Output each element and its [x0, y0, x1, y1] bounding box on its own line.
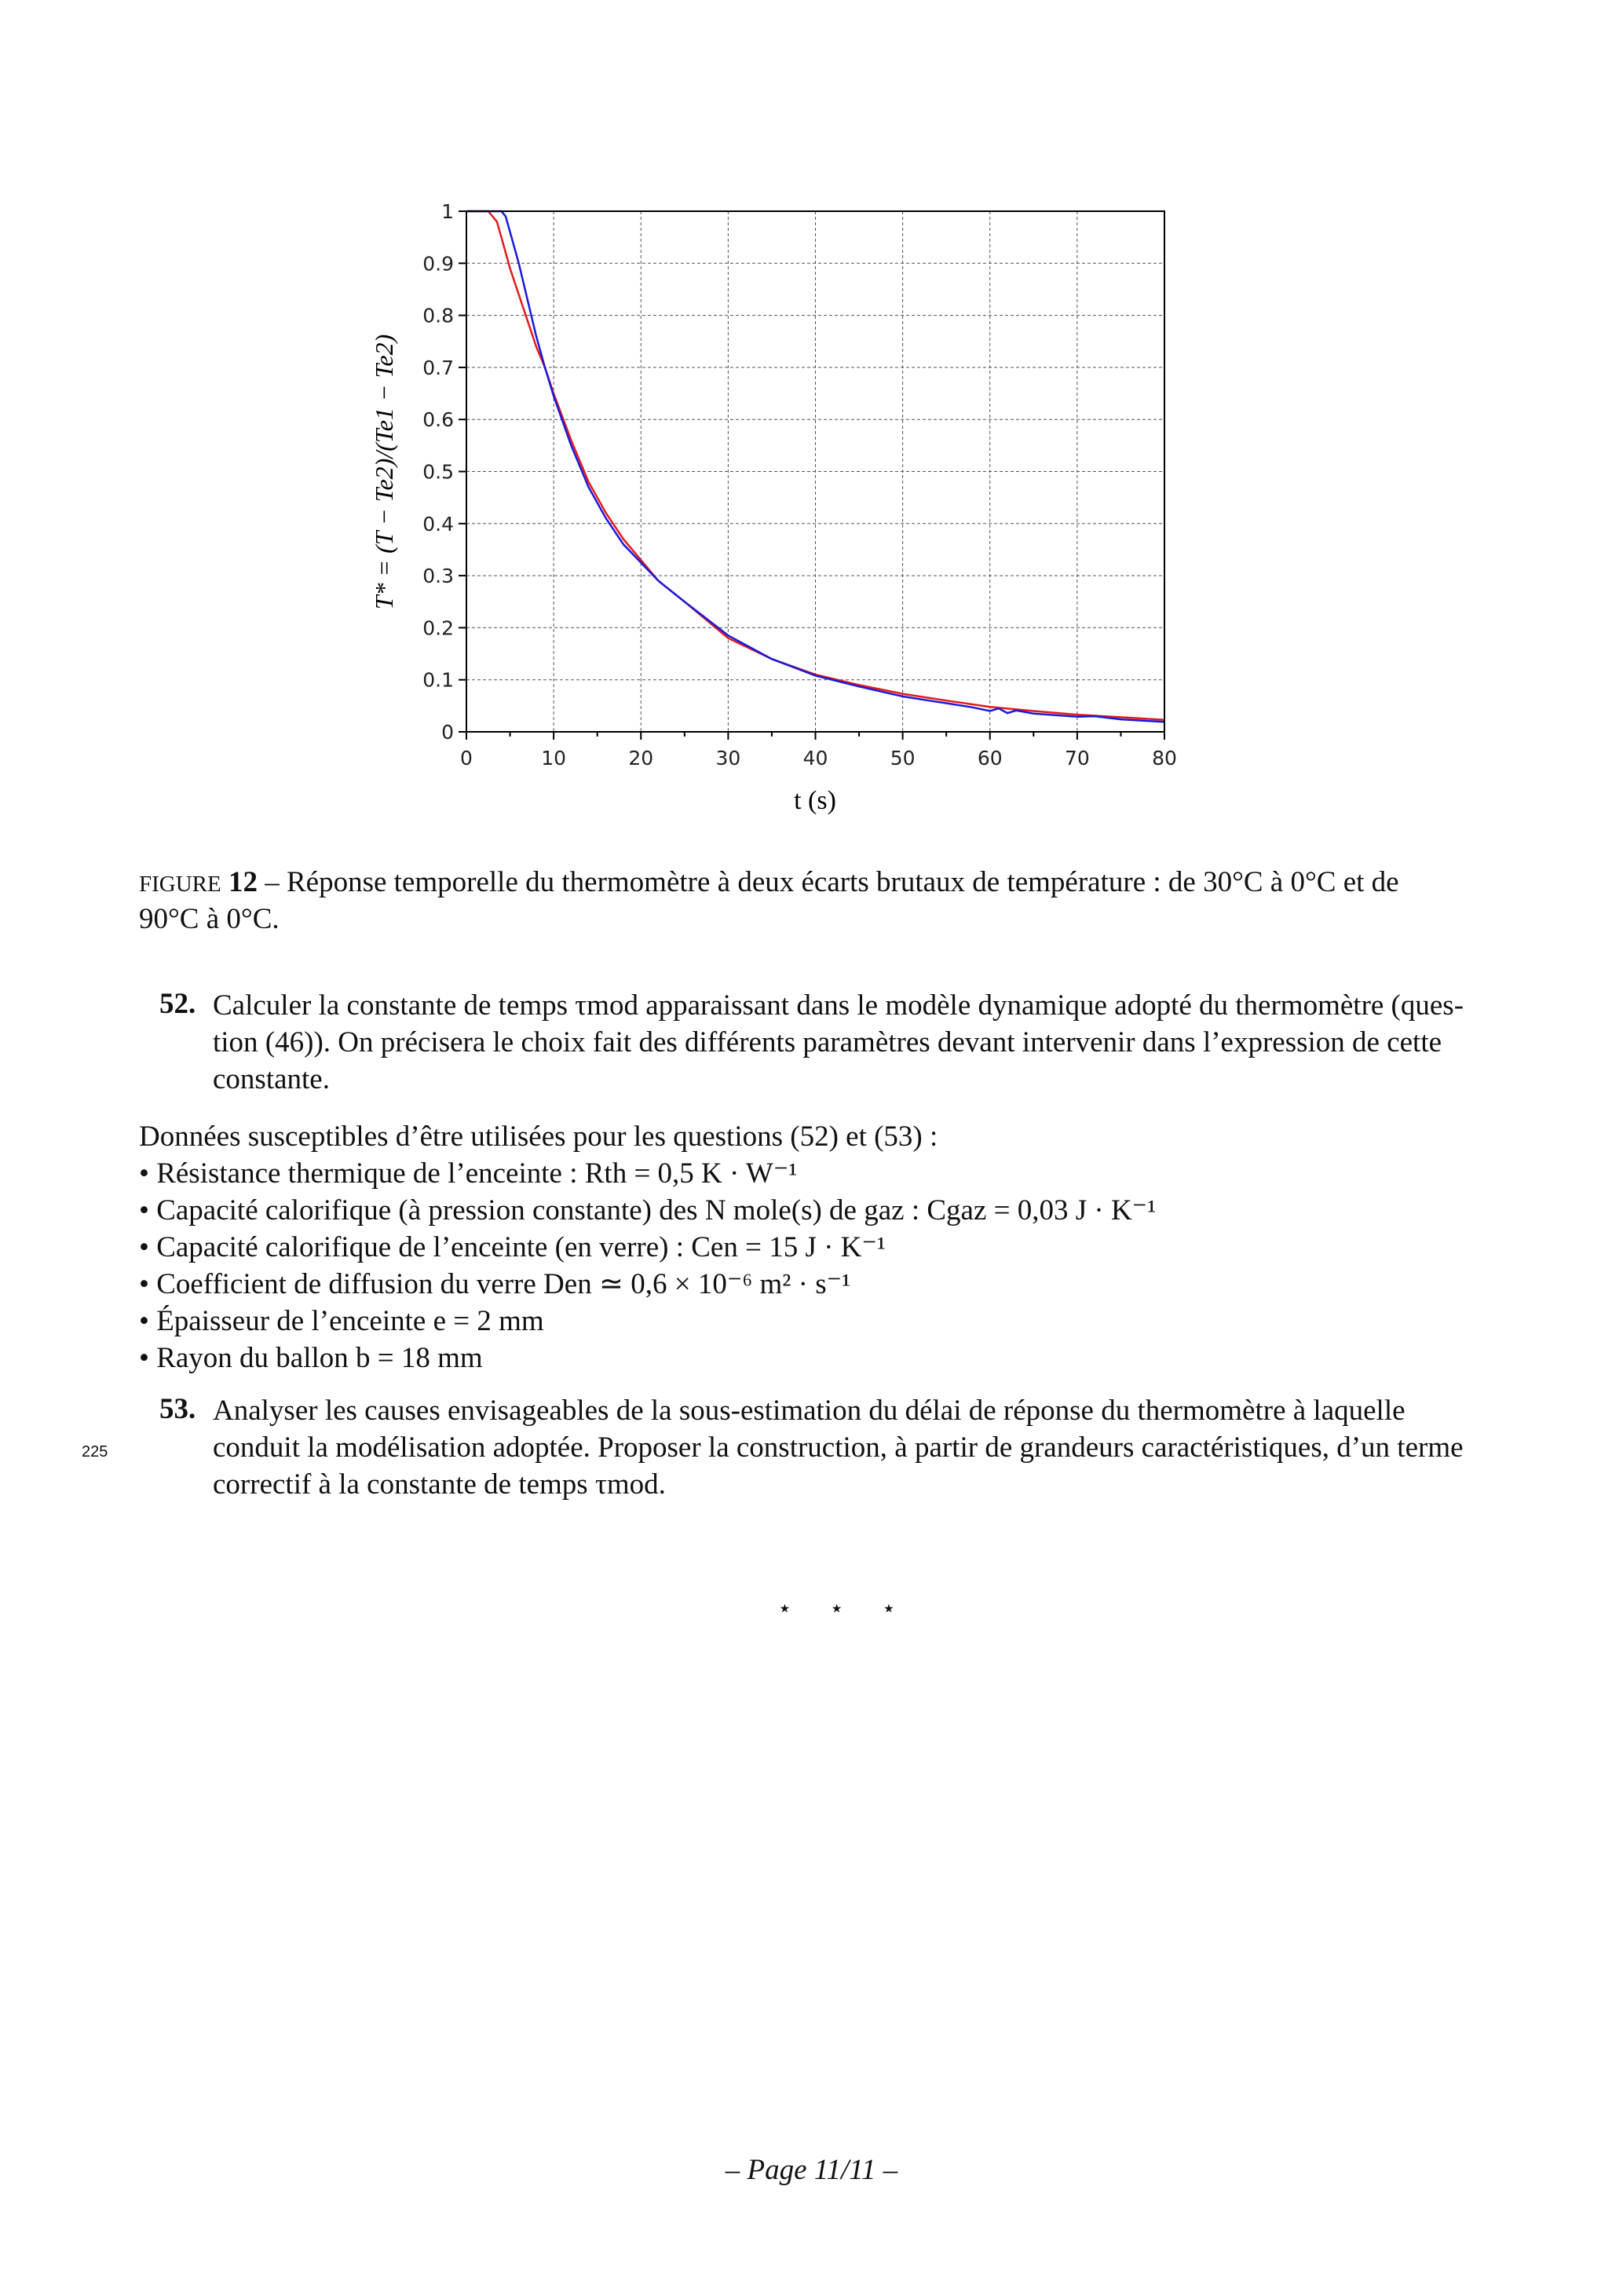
y-tick-label: 1 [441, 200, 454, 223]
y-tick-label: 0.2 [422, 616, 454, 640]
x-tick-label: 50 [890, 747, 916, 770]
y-tick-label: 0.6 [422, 408, 454, 432]
x-tick-label: 70 [1064, 747, 1090, 770]
question-52-line1: Calculer la constante de temps τmod apparaissant dans le modèle dynamique adopté du thermomètre (ques- [213, 989, 1464, 1022]
x-tick-label: 0 [460, 747, 473, 770]
question-52-number: 52. [159, 988, 196, 1020]
y-tick-label: 0 [441, 721, 454, 744]
y-tick-label: 0.7 [422, 356, 454, 379]
data-bullet: • Capacité calorifique (à pression constante) des N mole(s) de gaz : Cgaz = 0,03 J · K⁻¹ [139, 1194, 1157, 1227]
x-tick-label: 10 [541, 747, 567, 770]
y-tick-label: 0.9 [422, 252, 454, 276]
y-tick-label: 0.4 [422, 512, 454, 536]
x-tick-label: 20 [628, 747, 654, 770]
question-53-line2: conduit la modélisation adoptée. Proposer la construction, à partir de grandeurs caractéristiques, d’un terme [213, 1431, 1464, 1464]
x-axis-label: t (s) [794, 786, 836, 815]
x-tick-label: 30 [715, 747, 741, 770]
x-tick-label: 40 [802, 747, 828, 770]
separator-stars: ⋆ ⋆ ⋆ [777, 1596, 912, 1621]
figure-caption-line2: 90°C à 0°C. [139, 903, 280, 935]
question-53-number: 53. [159, 1393, 196, 1425]
x-tick-label: 60 [977, 747, 1003, 770]
data-bullet: • Résistance thermique de l’enceinte : Rth = 0,5 K · W⁻¹ [139, 1157, 798, 1190]
y-tick-label: 0.1 [422, 668, 454, 692]
data-bullet: • Capacité calorifique de l’enceinte (en verre) : Cen = 15 J · K⁻¹ [139, 1231, 886, 1263]
y-tick-label: 0.3 [422, 565, 454, 588]
data-bullet: • Coefficient de diffusion du verre Den ≃ 0,6 × 10⁻⁶ m² · s⁻¹ [139, 1268, 851, 1300]
y-axis-label: T* = (T − Te2)/(Te1 − Te2) [370, 334, 398, 610]
x-tick-label: 80 [1152, 747, 1177, 770]
data-intro: Données susceptibles d’être utilisées pour les questions (52) et (53) : [139, 1121, 938, 1153]
question-52-line3: constante. [213, 1063, 330, 1095]
data-bullet: • Épaisseur de l’enceinte e = 2 mm [139, 1305, 544, 1337]
data-bullet: • Rayon du ballon b = 18 mm [139, 1342, 483, 1374]
y-tick-label: 0.8 [422, 304, 454, 327]
question-53-line1: Analyser les causes envisageables de la sous-estimation du délai de réponse du thermomètre à laquelle [213, 1395, 1406, 1427]
temperature-response-chart [0, 0, 1623, 832]
page-footer: – Page 11/11 – [725, 2154, 898, 2186]
question-52-line2: tion (46)). On précisera le choix fait des différents paramètres devant intervenir dans l’expression de cette [213, 1026, 1442, 1058]
y-tick-label: 0.5 [422, 460, 454, 484]
figure-caption: FIGURE 12 – Réponse temporelle du thermomètre à deux écarts brutaux de température : de 30°C à 0°C et de [139, 866, 1399, 898]
question-53-line3: correctif à la constante de temps τmod. [213, 1468, 666, 1501]
line-number: 225 [82, 1443, 108, 1461]
